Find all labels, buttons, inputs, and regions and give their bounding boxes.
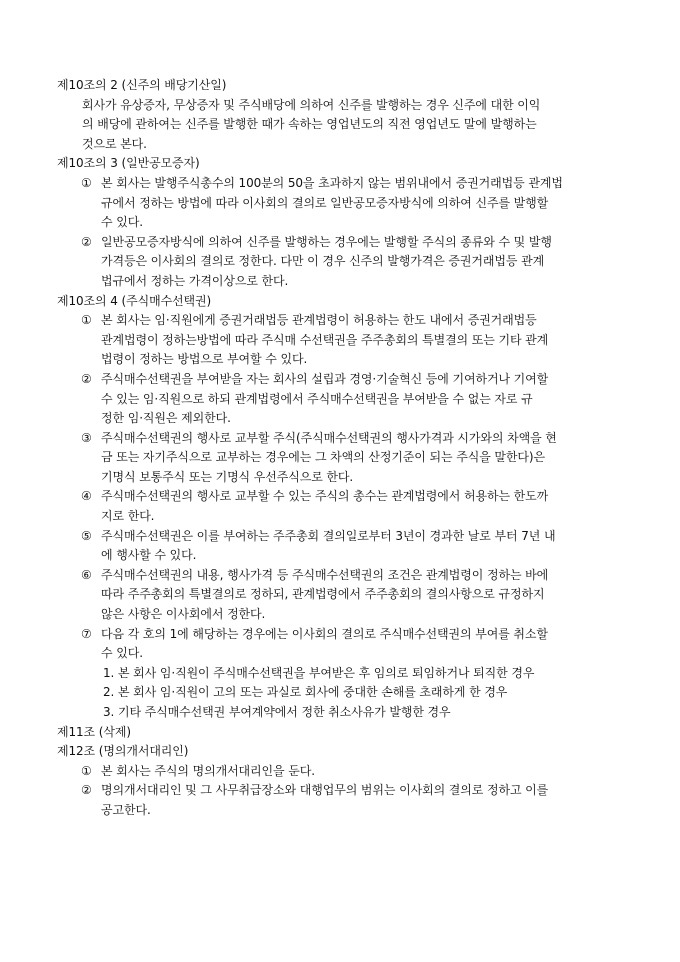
body-line: 것으로 본다. <box>82 136 147 151</box>
article-12-heading: 제12조 (명의개서대리인) <box>57 744 189 759</box>
clause-text <box>101 527 624 566</box>
clause-number: ① <box>81 175 92 190</box>
article-10-4-heading: 제10조의 4 (주식매수선택권) <box>57 293 212 308</box>
clause-text <box>101 487 624 526</box>
article-10-2-body <box>57 96 624 155</box>
clause-line: 규에서 정하는 방법에 따라 이사회의 결의로 일반공모증자방식에 의하여 신주를 발행할 <box>101 195 549 210</box>
sub-clause: 2. 본 회사 임·직원이 고의 또는 과실로 회사에 중대한 손해를 초래하게 한 경우 <box>103 685 508 700</box>
clause-text <box>101 233 624 292</box>
clause-line: 지로 한다. <box>101 509 155 524</box>
sub-clause: 1. 본 회사 임·직원이 주식매수선택권을 부여받은 후 임의로 퇴임하거나 퇴직한 경우 <box>103 665 535 680</box>
clause-number: ⑥ <box>81 567 92 582</box>
clause-text <box>101 311 624 370</box>
clause-number: ② <box>81 234 92 249</box>
clause-item <box>57 762 624 782</box>
clause-line: 관계법령이 정하는방법에 따라 주식매 수선택권을 주주총회의 특별결의 또는 기타 관계 <box>101 332 549 347</box>
clause-item <box>57 370 624 429</box>
clause-number: ③ <box>81 430 92 445</box>
body-line: 회사가 유상증자, 무상증자 및 주식배당에 의하여 신주를 발행하는 경우 신주에 대한 이익 <box>82 97 541 112</box>
clause-line: 정한 임·직원은 제외한다. <box>101 411 231 426</box>
clause-line: 주식매수선택권의 내용, 행사가격 등 주식매수선택권의 조건은 관계법령이 정하는 바에 <box>101 567 549 582</box>
clause-text <box>101 429 624 488</box>
clause-line: 본 회사는 주식의 명의개서대리인을 둔다. <box>101 763 315 778</box>
clause-item <box>57 527 624 566</box>
clause-item <box>57 487 624 526</box>
clause-text <box>101 370 624 429</box>
clause-line: 수 있는 임·직원으로 하되 관계법령에서 주식매수선택권을 부여받을 수 없는 자로 규 <box>101 391 533 406</box>
clause-text <box>101 762 624 782</box>
clause-line: 명의개서대리인 및 그 사무취급장소와 대행업무의 범위는 이사회의 결의로 정하고 이를 <box>101 783 549 798</box>
clause-number: ⑦ <box>81 626 92 641</box>
clause-line: 에 행사할 수 있다. <box>101 548 197 563</box>
clause-line: 다음 각 호의 1에 해당하는 경우에는 이사회의 결의로 주식매수선택권의 부여를 취소할 <box>101 626 548 641</box>
clause-number: ② <box>81 783 92 798</box>
clause-item <box>57 625 624 664</box>
clause-item <box>57 233 624 292</box>
clause-line: 수 있다. <box>101 646 143 661</box>
sub-clause: 3. 기타 주식매수선택권 부여계약에서 정한 취소사유가 발행한 경우 <box>103 705 451 719</box>
clause-item <box>57 781 624 820</box>
clause-number: ⑤ <box>81 528 92 543</box>
clause-text <box>101 625 624 664</box>
clause-line: 법규에서 정하는 가격이상으로 한다. <box>101 273 289 288</box>
clause-text <box>101 174 624 233</box>
clause-number: ② <box>81 371 92 386</box>
clause-line: 가격등은 이사회의 결의로 정한다. 다만 이 경우 신주의 발행가격은 증권거래법등 관계 <box>101 254 545 269</box>
clause-line: 법령이 정하는 방법으로 부여할 수 있다. <box>101 352 308 367</box>
clause-item <box>57 429 624 488</box>
clause-line: 공고한다. <box>101 802 151 817</box>
clause-text <box>101 781 624 820</box>
clause-line: 금 또는 자기주식으로 교부하는 경우에는 그 차액의 산정기준이 되는 주식을 말한다)은 <box>101 450 545 465</box>
clause-item <box>57 566 624 625</box>
clause-item <box>57 174 624 233</box>
clause-line: 본 회사는 임·직원에게 증권거래법등 관계법령이 허용하는 한도 내에서 증권거래법등 <box>101 313 537 328</box>
clause-line: 주식매수선택권은 이를 부여하는 주주총회 결의일로부터 3년이 경과한 날로 부터 7년 내 <box>101 528 556 543</box>
clause-number: ④ <box>81 489 92 504</box>
article-11-heading: 제11조 (삭제) <box>57 724 131 739</box>
clause-line: 일반공모증자방식에 의하여 신주를 발행하는 경우에는 발행할 주식의 종류와 수 및 발행 <box>101 234 552 249</box>
clause-line: 주식매수선택권의 행사로 교부할 수 있는 주식의 총수는 관계법령에서 허용하는 한도까 <box>101 489 549 504</box>
article-10-3-heading: 제10조의 3 (일반공모증자) <box>57 156 200 171</box>
clause-line: 기명식 보통주식 또는 기명식 우선주식으로 한다. <box>101 469 354 484</box>
article-10-2-heading: 제10조의 2 (신주의 배당기산일) <box>57 78 227 92</box>
clause-line: 따라 주주총회의 특별결의로 정하되, 관계법령에서 주주총회의 결의사항으로 규정하지 <box>101 587 545 602</box>
clause-number: ① <box>81 313 92 328</box>
clause-line: 주식매수선택권을 부여받을 자는 회사의 설립과 경영·기술혁신 등에 기여하거나 기여할 <box>101 371 549 386</box>
clause-line: 주식매수선택권의 행사로 교부할 주식(주식매수선택권의 행사가격과 시가와의 차액을 현 <box>101 430 557 445</box>
clause-line: 않은 사항은 이사회에서 정한다. <box>101 607 266 622</box>
clause-line: 수 있다. <box>101 215 143 230</box>
body-line: 의 배당에 관하여는 신주를 발행한 때가 속하는 영업년도의 직전 영업년도 말에 발행하는 <box>82 117 537 132</box>
clause-text <box>101 566 624 625</box>
clause-item <box>57 311 624 370</box>
clause-line: 본 회사는 발행주식총수의 100분의 50을 초과하지 않는 범위내에서 증권거래법등 관계법 <box>101 175 563 190</box>
clause-number: ① <box>81 763 92 778</box>
